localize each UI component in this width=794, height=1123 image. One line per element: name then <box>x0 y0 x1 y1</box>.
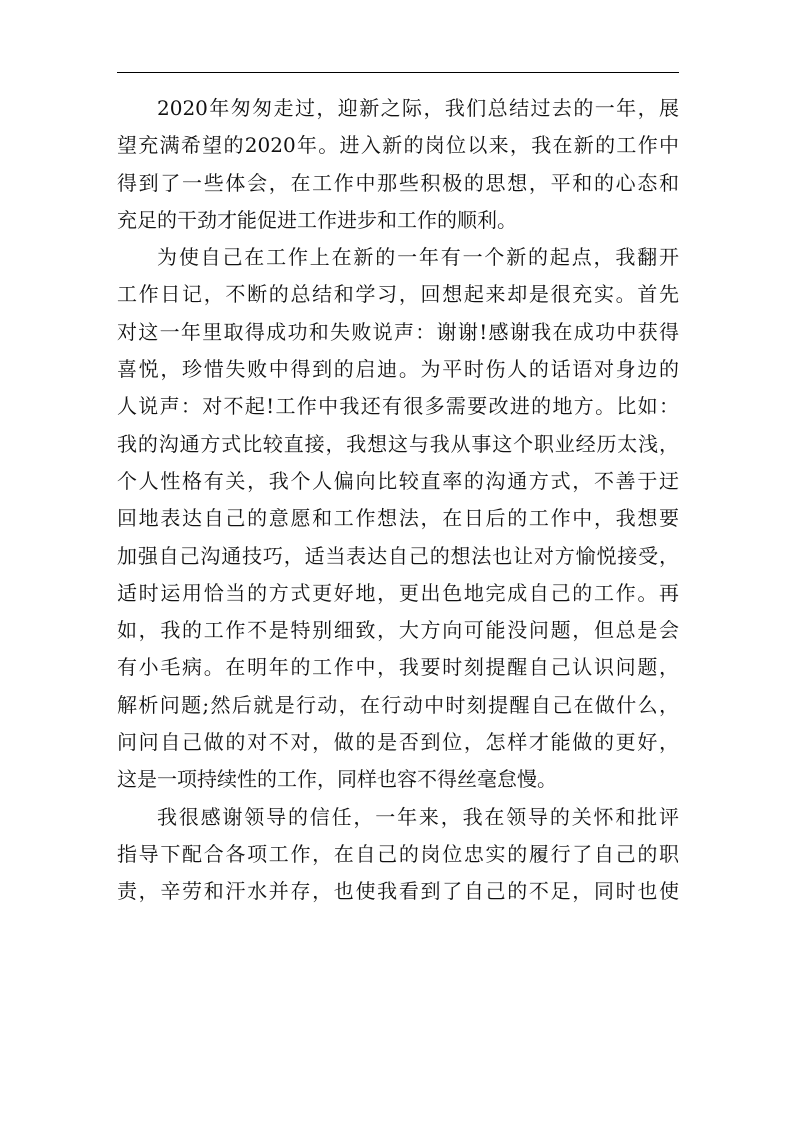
paragraph-1-line-3: 得到了一些体会，在工作中那些积极的思想，平和的心态和 <box>117 170 679 195</box>
paragraph-2-line-7: 个人性格有关，我个人偏向比较直率的沟通方式，不善于迂 <box>117 468 679 493</box>
paragraph-3-line-1: 我很感谢领导的信任，一年来，我在领导的关怀和批评 <box>157 804 679 829</box>
paragraph-3-line-2: 指导下配合各项工作，在自己的岗位忠实的履行了自己的职 <box>117 841 679 866</box>
paragraph-1-line-1: 2020年匆匆走过，迎新之际，我们总结过去的一年，展 <box>157 96 679 120</box>
paragraph-2-line-8: 回地表达自己的意愿和工作想法，在日后的工作中，我想要 <box>117 506 679 531</box>
paragraph-2-line-11: 如，我的工作不是特别细致，大方向可能没问题，但总是会 <box>117 618 679 643</box>
paragraph-2-line-4: 喜悦，珍惜失败中得到的启迪。为平时伤人的话语对身边的 <box>117 357 679 382</box>
paragraph-2-line-10: 适时运用恰当的方式更好地，更出色地完成自己的工作。再 <box>117 580 679 605</box>
paragraph-2-line-13: 解析问题;然后就是行动，在行动中时刻提醒自己在做什么， <box>117 692 679 717</box>
paragraph-3-line-3: 责，辛劳和汗水并存，也使我看到了自己的不足，同时也使 <box>117 879 679 904</box>
paragraph-2-line-9: 加强自己沟通技巧，适当表达自己的想法也让对方愉悦接受， <box>117 543 679 568</box>
paragraph-2-line-14: 问问自己做的对不对，做的是否到位，怎样才能做的更好， <box>117 730 679 755</box>
paragraph-1-line-2: 望充满希望的2020年。进入新的岗位以来，我在新的工作中 <box>117 133 679 158</box>
paragraph-2-line-5: 人说声：对不起!工作中我还有很多需要改进的地方。比如： <box>117 394 679 419</box>
document-body <box>117 90 679 911</box>
header-rule <box>117 72 679 73</box>
paragraph-2-line-12: 有小毛病。在明年的工作中，我要时刻提醒自己认识问题， <box>117 655 679 680</box>
paragraph-2-line-2: 工作日记，不断的总结和学习，回想起来却是很充实。首先 <box>117 282 679 307</box>
paragraph-2-line-1: 为使自己在工作上在新的一年有一个新的起点，我翻开 <box>157 245 679 270</box>
paragraph-2-line-3: 对这一年里取得成功和失败说声：谢谢!感谢我在成功中获得 <box>117 319 679 344</box>
paragraph-2-line-15: 这是一项持续性的工作，同样也容不得丝毫怠慢。 <box>117 767 557 792</box>
paragraph-1-line-4: 充足的干劲才能促进工作进步和工作的顺利。 <box>117 207 517 232</box>
paragraph-2-line-6: 我的沟通方式比较直接，我想这与我从事这个职业经历太浅， <box>117 431 679 456</box>
